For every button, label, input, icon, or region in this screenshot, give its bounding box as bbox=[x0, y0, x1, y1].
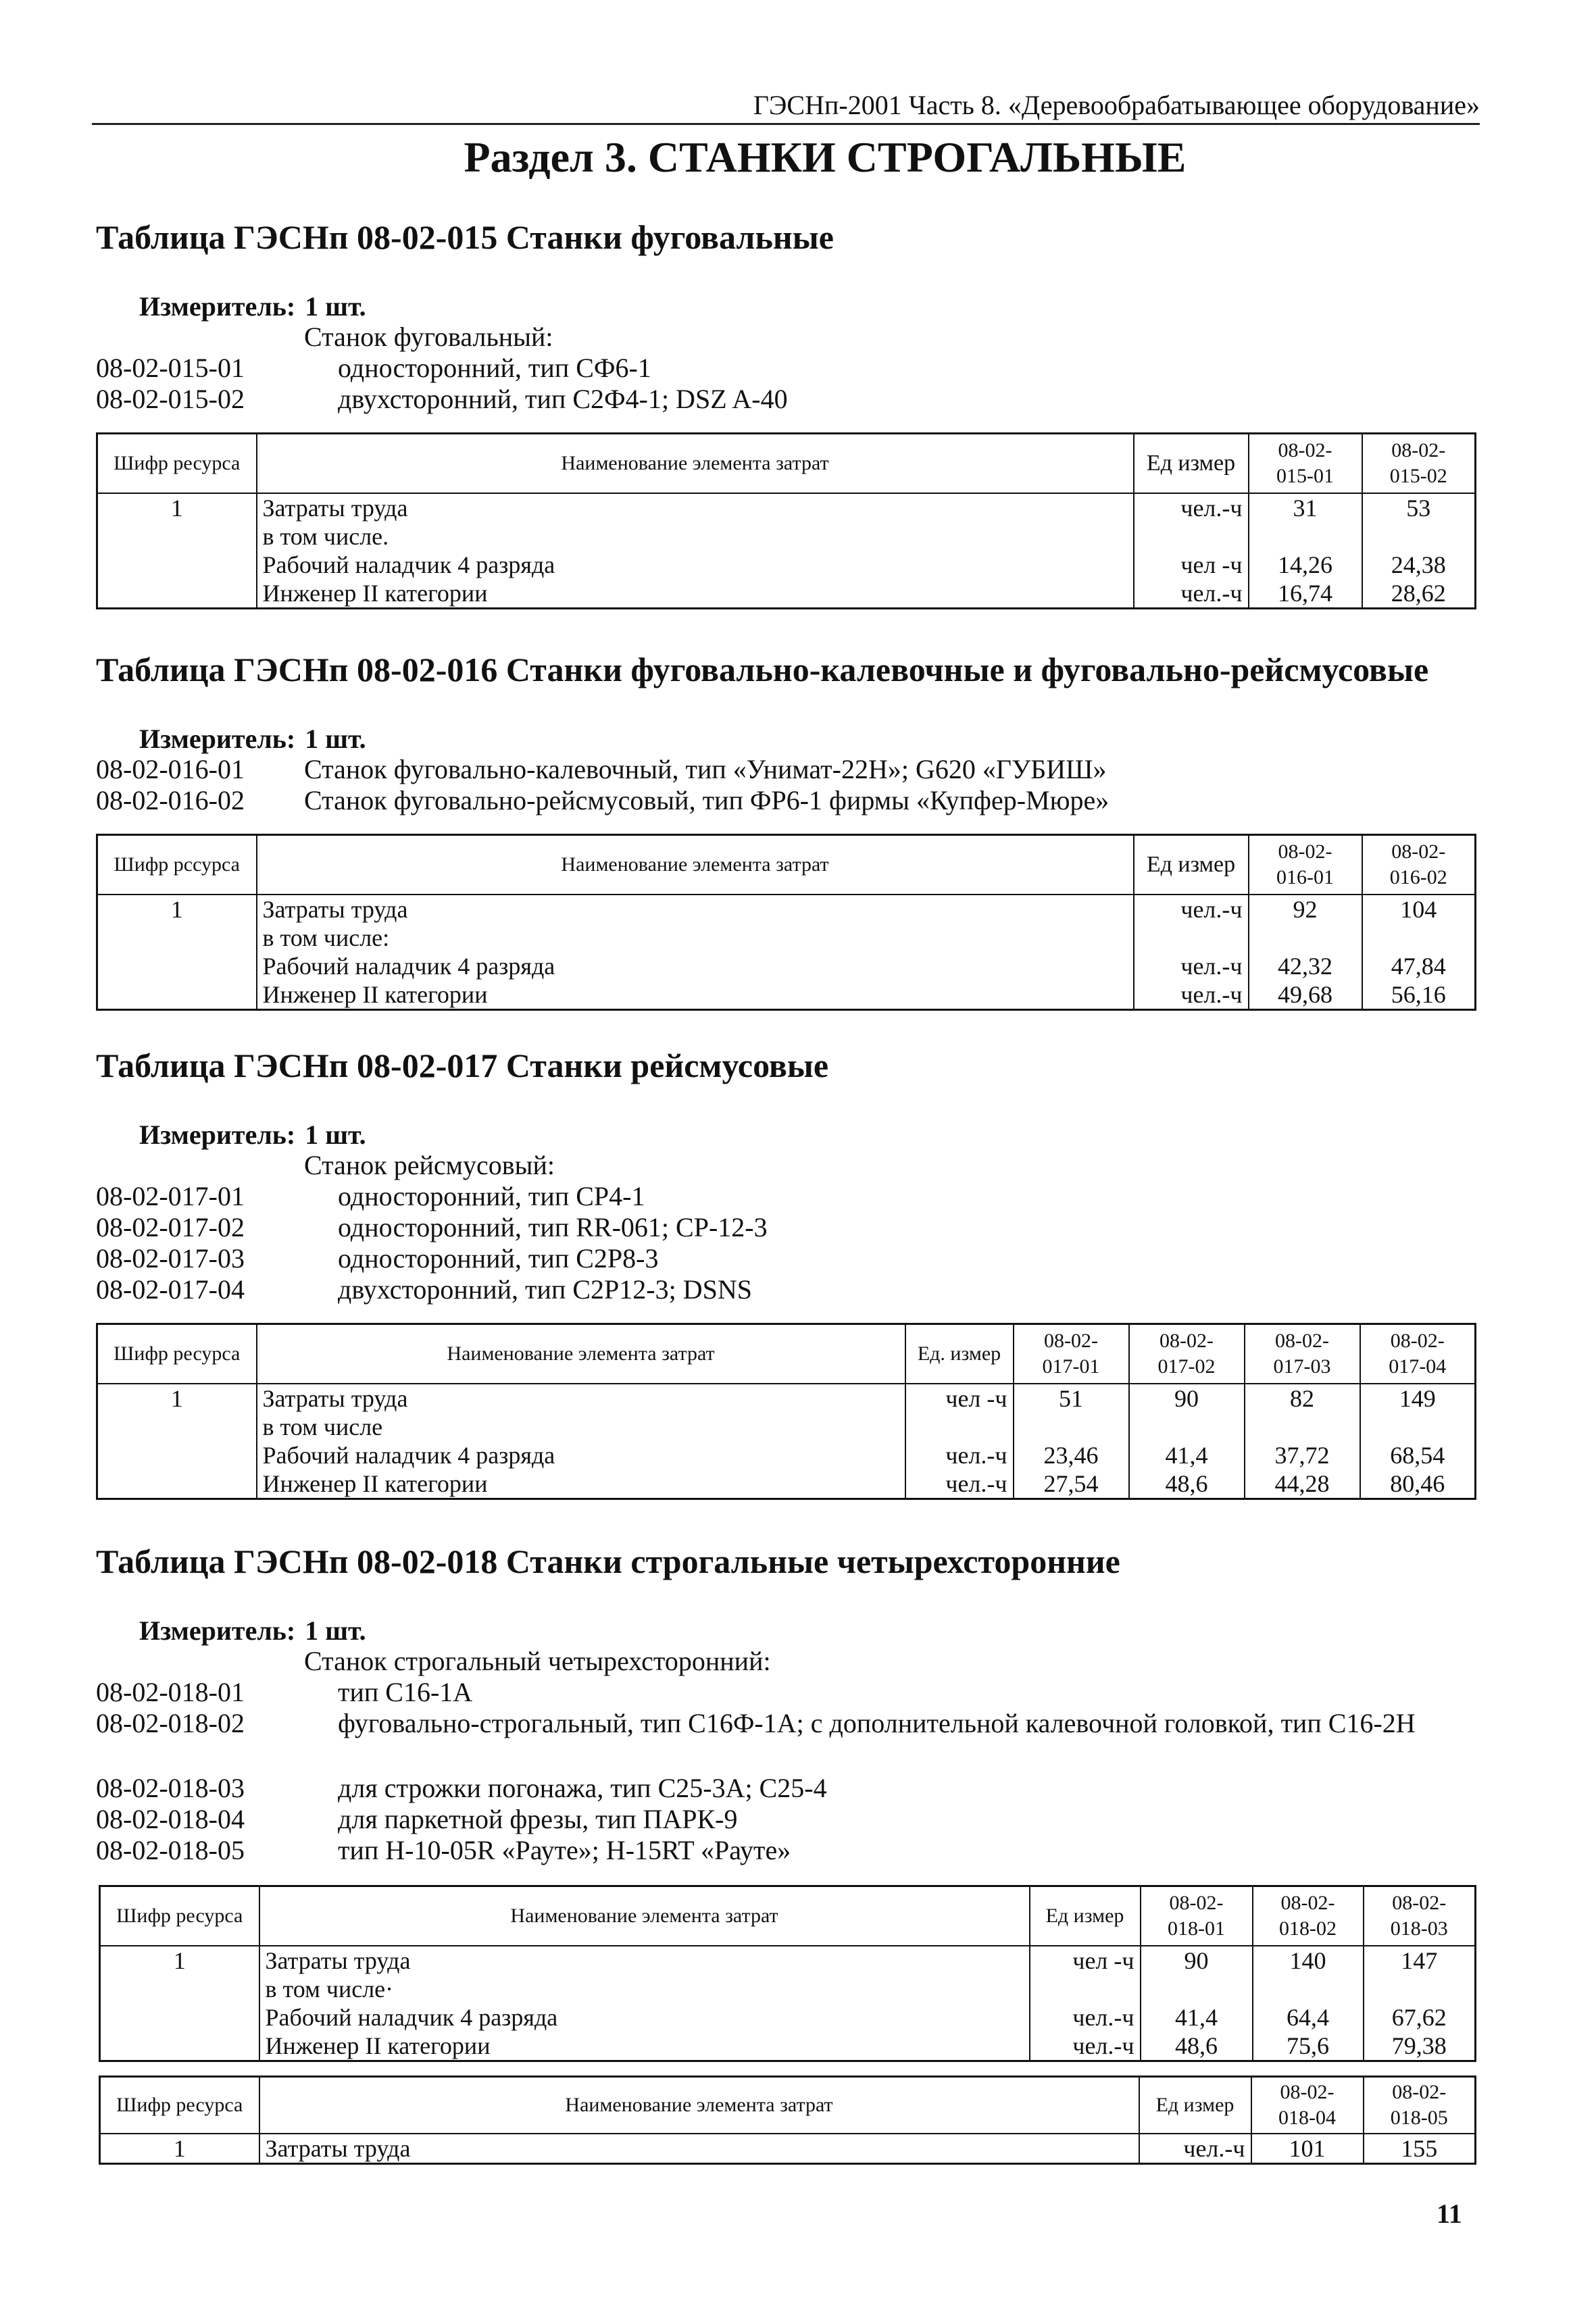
cell-unit: чел.-ч bbox=[1030, 2003, 1141, 2032]
cell-name: Затраты труда bbox=[259, 1946, 1030, 1975]
table-017-item-desc: односторонний, тип С2Р8-3 bbox=[338, 1243, 659, 1274]
cell-value: 23,46 bbox=[1014, 1441, 1129, 1469]
cell-value: 90 bbox=[1129, 1384, 1245, 1413]
cell-name: Затраты труда bbox=[257, 493, 1134, 522]
col-header-unit: Ед измер bbox=[1134, 835, 1249, 895]
cell-value: 47,84 bbox=[1362, 952, 1476, 980]
cell-value: 155 bbox=[1364, 2134, 1476, 2164]
cell-value: 24,38 bbox=[1362, 551, 1476, 579]
cell-value: 64,4 bbox=[1253, 2003, 1364, 2032]
col-header-name: Наименование элемента затрат bbox=[259, 2077, 1139, 2134]
cell-value: 28,62 bbox=[1362, 579, 1476, 609]
cell-value: 147 bbox=[1364, 1946, 1476, 1975]
cell-unit: чел -ч bbox=[905, 1384, 1014, 1413]
cell-value: 56,16 bbox=[1362, 980, 1476, 1010]
cell-name: Затраты труда bbox=[257, 895, 1134, 924]
cell-value: 37,72 bbox=[1245, 1441, 1360, 1469]
table-018-item-desc: тип Н-10-05R «Рауте»; Н-15RT «Рауте» bbox=[338, 1835, 791, 1865]
col-header-code: Шифр рссурса bbox=[97, 835, 257, 895]
col-header-norm: 08-02- 018-02 bbox=[1253, 1886, 1364, 1946]
table-header-row bbox=[97, 835, 1476, 895]
table-016 bbox=[96, 834, 1476, 1011]
table-018-part-b bbox=[99, 2076, 1476, 2165]
table-015-measure: Измеритель: 1 шт. bbox=[139, 291, 366, 322]
table-018-title: Таблица ГЭСНп 08-02-018 Станки строгальные четырехсторонние bbox=[96, 1542, 1120, 1580]
cell-value: 44,28 bbox=[1245, 1469, 1360, 1499]
table-row bbox=[100, 2003, 1476, 2032]
table-015-item-desc: односторонний, тип СФ6-1 bbox=[338, 353, 651, 383]
table-header-row bbox=[97, 434, 1476, 493]
cell-value: 104 bbox=[1362, 895, 1476, 924]
col-header-norm: 08-02- 017-03 bbox=[1245, 1324, 1360, 1384]
col-header-unit: Ед измер bbox=[1134, 434, 1249, 493]
table-header-row bbox=[100, 1886, 1476, 1946]
cell-name: Рабочий наладчик 4 разряда bbox=[257, 551, 1134, 579]
col-header-norm: 08-02- 015-02 bbox=[1362, 434, 1476, 493]
cell-value: 42,32 bbox=[1249, 952, 1362, 980]
table-016-item-code: 08-02-016-02 bbox=[96, 785, 245, 815]
cell-value: 51 bbox=[1014, 1384, 1129, 1413]
table-row bbox=[100, 2032, 1476, 2061]
cell-value: 16,74 bbox=[1249, 579, 1362, 609]
table-row bbox=[97, 1441, 1476, 1469]
table-row bbox=[97, 952, 1476, 980]
table-018-measure: Измеритель: 1 шт. bbox=[139, 1615, 366, 1646]
table-015-title: Таблица ГЭСНп 08-02-015 Станки фуговальные bbox=[96, 218, 834, 256]
table-row bbox=[100, 1946, 1476, 1975]
table-018-item-code: 08-02-018-01 bbox=[96, 1677, 245, 1707]
table-row bbox=[100, 1975, 1476, 2003]
table-row bbox=[97, 1413, 1476, 1441]
table-018-item-desc: для строжки погонажа, тип С25-3А; С25-4 bbox=[338, 1773, 827, 1803]
table-row bbox=[97, 579, 1476, 609]
cell-value: 48,6 bbox=[1141, 2032, 1253, 2061]
col-header-unit: Ед. измер bbox=[905, 1324, 1014, 1384]
table-018-item-code: 08-02-018-05 bbox=[96, 1835, 245, 1865]
col-header-norm: 08-02- 018-01 bbox=[1141, 1886, 1253, 1946]
cell-name: Затраты труда bbox=[257, 1384, 905, 1413]
table-015-group: Станок фуговальный: bbox=[304, 322, 553, 352]
table-row bbox=[97, 1384, 1476, 1413]
cell-unit: чел.-ч bbox=[1134, 579, 1249, 609]
cell-unit: чел -ч bbox=[1134, 551, 1249, 579]
cell-value: 49,68 bbox=[1249, 980, 1362, 1010]
cell-value: 48,6 bbox=[1129, 1469, 1245, 1499]
cell-name: Инженер II категории bbox=[257, 980, 1134, 1010]
table-header-row bbox=[100, 2077, 1476, 2134]
cell-name: Затраты труда bbox=[259, 2134, 1139, 2164]
table-017-group: Станок рейсмусовый: bbox=[304, 1150, 555, 1180]
cell-value: 149 bbox=[1360, 1384, 1476, 1413]
cell-code: 1 bbox=[100, 2134, 259, 2164]
table-row bbox=[97, 551, 1476, 579]
col-header-norm: 08-02- 018-04 bbox=[1251, 2077, 1364, 2134]
cell-value: 68,54 bbox=[1360, 1441, 1476, 1469]
cell-value: 27,54 bbox=[1014, 1469, 1129, 1499]
col-header-unit: Ед измер bbox=[1139, 2077, 1251, 2134]
cell-value: 79,38 bbox=[1364, 2032, 1476, 2061]
cell-code: 1 bbox=[97, 1384, 257, 1413]
table-018-item-desc: для паркетной фрезы, тип ПАРК-9 bbox=[338, 1804, 738, 1834]
page-number: 11 bbox=[1437, 2198, 1462, 2229]
cell-name: в том числе. bbox=[257, 522, 1134, 551]
cell-value: 67,62 bbox=[1364, 2003, 1476, 2032]
table-016-measure: Измеритель: 1 шт. bbox=[139, 724, 366, 754]
cell-value: 82 bbox=[1245, 1384, 1360, 1413]
cell-value: 92 bbox=[1249, 895, 1362, 924]
table-015 bbox=[96, 432, 1476, 609]
table-017-item-code: 08-02-017-02 bbox=[96, 1212, 245, 1242]
cell-unit: чел.-ч bbox=[905, 1441, 1014, 1469]
table-row bbox=[97, 980, 1476, 1010]
cell-code: 1 bbox=[97, 493, 257, 522]
table-018-group: Станок строгальный четырехсторонний: bbox=[304, 1646, 771, 1676]
table-018-item-code: 08-02-018-03 bbox=[96, 1773, 245, 1803]
cell-name: Рабочий наладчик 4 разряда bbox=[259, 2003, 1030, 2032]
cell-code: 1 bbox=[97, 895, 257, 924]
cell-value: 101 bbox=[1251, 2134, 1364, 2164]
col-header-norm: 08-02- 017-02 bbox=[1129, 1324, 1245, 1384]
cell-unit: чел.-ч bbox=[905, 1469, 1014, 1499]
cell-value: 41,4 bbox=[1129, 1441, 1245, 1469]
cell-unit: чел.-ч bbox=[1139, 2134, 1251, 2164]
cell-unit: чел.-ч bbox=[1134, 895, 1249, 924]
cell-name: в том числе: bbox=[257, 924, 1134, 952]
col-header-code: Шифр ресурса bbox=[97, 1324, 257, 1384]
table-016-item-desc: Станок фуговально-калевочный, тип «Унимат-22Н»; G620 «ГУБИШ» bbox=[304, 754, 1107, 784]
table-018-item-code: 08-02-018-04 bbox=[96, 1804, 245, 1834]
table-017-measure: Измеритель: 1 шт. bbox=[139, 1120, 366, 1150]
table-017-item-desc: двухсторонний, тип С2Р12-3; DSNS bbox=[338, 1274, 752, 1305]
running-header bbox=[92, 81, 1480, 125]
cell-name: в том числе bbox=[257, 1413, 905, 1441]
cell-name: Инженер II категории bbox=[257, 1469, 905, 1499]
col-header-code: Шифр ресурса bbox=[97, 434, 257, 493]
table-017-item-desc: односторонний, тип RR-061; СР-12-3 bbox=[338, 1212, 768, 1242]
cell-unit: чел.-ч bbox=[1134, 980, 1249, 1010]
cell-unit: чел.-ч bbox=[1134, 952, 1249, 980]
table-017-item-code: 08-02-017-04 bbox=[96, 1274, 245, 1305]
col-header-code: Шифр ресурса bbox=[100, 1886, 259, 1946]
running-header-text: ГЭСНп-2001 Часть 8. «Деревообрабатывающее оборудование» bbox=[753, 90, 1480, 120]
col-header-norm: 08-02- 018-05 bbox=[1364, 2077, 1476, 2134]
table-016-title: Таблица ГЭСНп 08-02-016 Станки фуговально-калевочные и фуговально-рейсмусовые bbox=[96, 651, 1429, 688]
col-header-name: Наименование элемента затрат bbox=[257, 835, 1134, 895]
section-title: Раздел 3. СТАНКИ СТРОГАЛЬНЫЕ bbox=[464, 133, 1187, 181]
cell-value: 90 bbox=[1141, 1946, 1253, 1975]
table-017-title: Таблица ГЭСНп 08-02-017 Станки рейсмусовые bbox=[96, 1047, 829, 1084]
cell-value: 140 bbox=[1253, 1946, 1364, 1975]
col-header-unit: Ед измер bbox=[1030, 1886, 1141, 1946]
col-header-norm: 08-02- 016-02 bbox=[1362, 835, 1476, 895]
table-018-item-desc: тип С16-1А bbox=[338, 1677, 473, 1707]
col-header-name: Наименование элемента затрат bbox=[257, 1324, 905, 1384]
table-row bbox=[97, 895, 1476, 924]
table-015-item-desc: двухсторонний, тип С2Ф4-1; DSZ A-40 bbox=[338, 384, 788, 414]
table-018-item-desc: фуговально-строгальный, тип С16Ф-1А; с дополнительной калевочной головкой, тип С16-2Н bbox=[338, 1708, 1416, 1738]
cell-value: 41,4 bbox=[1141, 2003, 1253, 2032]
table-header-row bbox=[97, 1324, 1476, 1384]
col-header-code: Шифр ресурса bbox=[100, 2077, 259, 2134]
cell-unit: чел.-ч bbox=[1134, 493, 1249, 522]
cell-name: Рабочий наладчик 4 разряда bbox=[257, 952, 1134, 980]
cell-name: в том числе· bbox=[259, 1975, 1030, 2003]
cell-unit: чел.-ч bbox=[1030, 2032, 1141, 2061]
col-header-norm: 08-02- 018-03 bbox=[1364, 1886, 1476, 1946]
col-header-norm: 08-02- 017-01 bbox=[1014, 1324, 1129, 1384]
cell-value: 53 bbox=[1362, 493, 1476, 522]
table-017 bbox=[96, 1323, 1476, 1500]
table-row bbox=[97, 522, 1476, 551]
table-row bbox=[97, 493, 1476, 522]
table-017-item-code: 08-02-017-01 bbox=[96, 1181, 245, 1211]
cell-value: 31 bbox=[1249, 493, 1362, 522]
cell-value: 14,26 bbox=[1249, 551, 1362, 579]
cell-name: Инженер II категории bbox=[259, 2032, 1030, 2061]
cell-unit: чел -ч bbox=[1030, 1946, 1141, 1975]
cell-name: Инженер II категории bbox=[257, 579, 1134, 609]
table-015-item-code: 08-02-015-02 bbox=[96, 384, 245, 414]
col-header-name: Наименование элемента затрат bbox=[257, 434, 1134, 493]
table-018-item-code: 08-02-018-02 bbox=[96, 1708, 245, 1738]
table-row bbox=[97, 1469, 1476, 1499]
table-016-item-desc: Станок фуговально-рейсмусовый, тип ФР6-1 фирмы «Купфер-Мюре» bbox=[304, 785, 1109, 815]
col-header-norm: 08-02- 017-04 bbox=[1360, 1324, 1476, 1384]
col-header-norm: 08-02- 015-01 bbox=[1249, 434, 1362, 493]
cell-value: 80,46 bbox=[1360, 1469, 1476, 1499]
cell-value: 75,6 bbox=[1253, 2032, 1364, 2061]
table-row bbox=[97, 924, 1476, 952]
col-header-norm: 08-02- 016-01 bbox=[1249, 835, 1362, 895]
table-017-item-desc: односторонний, тип СР4-1 bbox=[338, 1181, 645, 1211]
table-row bbox=[100, 2134, 1476, 2164]
table-018-part-a bbox=[99, 1885, 1476, 2062]
table-016-item-code: 08-02-016-01 bbox=[96, 754, 245, 784]
cell-code: 1 bbox=[100, 1946, 259, 1975]
col-header-name: Наименование элемента затрат bbox=[259, 1886, 1030, 1946]
table-015-item-code: 08-02-015-01 bbox=[96, 353, 245, 383]
table-017-item-code: 08-02-017-03 bbox=[96, 1243, 245, 1274]
cell-name: Рабочий наладчик 4 разряда bbox=[257, 1441, 905, 1469]
